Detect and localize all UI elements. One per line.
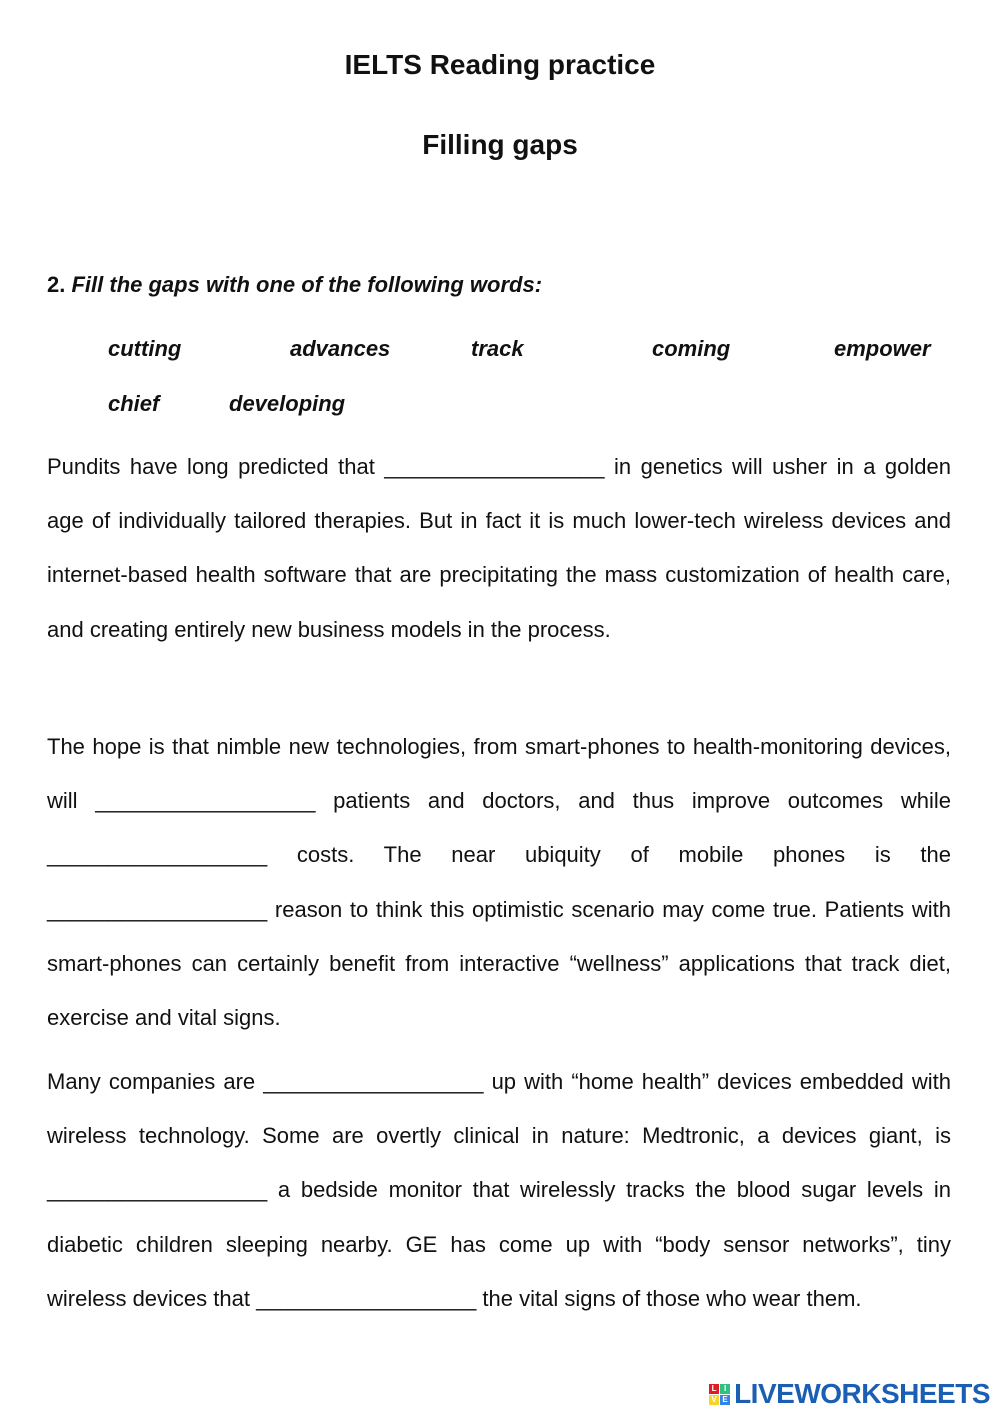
word-bank-item: empower: [834, 336, 931, 361]
passage-paragraph-2: The hope is that nimble new technologies, from smart-phones to health-monitoring devices, will __________________ patients and doctors, and thus improve outcomes while __________________ costs. The near ubiquity of mobile phones is the __________________ reason to think this optimistic scenario may come true. Patients with smart-phones can certainly benefit from interactive “wellness” applications that track diet, exercise and vital signs.: [47, 734, 951, 1031]
liveworksheets-logo-icon: [709, 1384, 730, 1405]
word-bank-item: cutting: [108, 336, 182, 361]
logo-tile: I: [720, 1384, 730, 1394]
logo-tile: V: [709, 1395, 719, 1405]
page-title: IELTS Reading practice: [344, 49, 656, 80]
word-bank-item: chief: [108, 391, 160, 416]
page-subtitle: Filling gaps: [422, 129, 578, 160]
instruction-text: Fill the gaps with one of the following words:: [71, 272, 543, 297]
word-bank-item: developing: [229, 391, 346, 416]
exercise-instruction: [47, 271, 542, 299]
exercise-number: 2.: [47, 272, 66, 297]
liveworksheets-watermark: [709, 1379, 990, 1409]
word-bank-item: advances: [290, 336, 391, 361]
passage-paragraph-1: Pundits have long predicted that __________________ in genetics will usher in a golden age of individually tailored therapies. But in fact it is much lower-tech wireless devices and internet-based health software that are precipitating the mass customization of health care, and creating entirely new business models in the process.: [47, 454, 951, 642]
logo-tile: E: [720, 1395, 730, 1405]
passage-paragraph-3: Many companies are __________________ up with “home health” devices embedded with wireless technology. Some are overtly clinical in nature: Medtronic, a devices giant, is __________________ a bedside monitor that wirelessly tracks the blood sugar levels in diabetic children sleeping nearby. GE has come up with “body sensor networks”, tiny wireless devices that __________________ the vital signs of those who wear them.: [47, 1069, 951, 1311]
word-bank-item: track: [471, 336, 524, 361]
word-bank-item: coming: [652, 336, 731, 361]
watermark-brand-text: LIVEWORKSHEETS: [734, 1378, 990, 1409]
logo-tile: L: [709, 1384, 719, 1394]
